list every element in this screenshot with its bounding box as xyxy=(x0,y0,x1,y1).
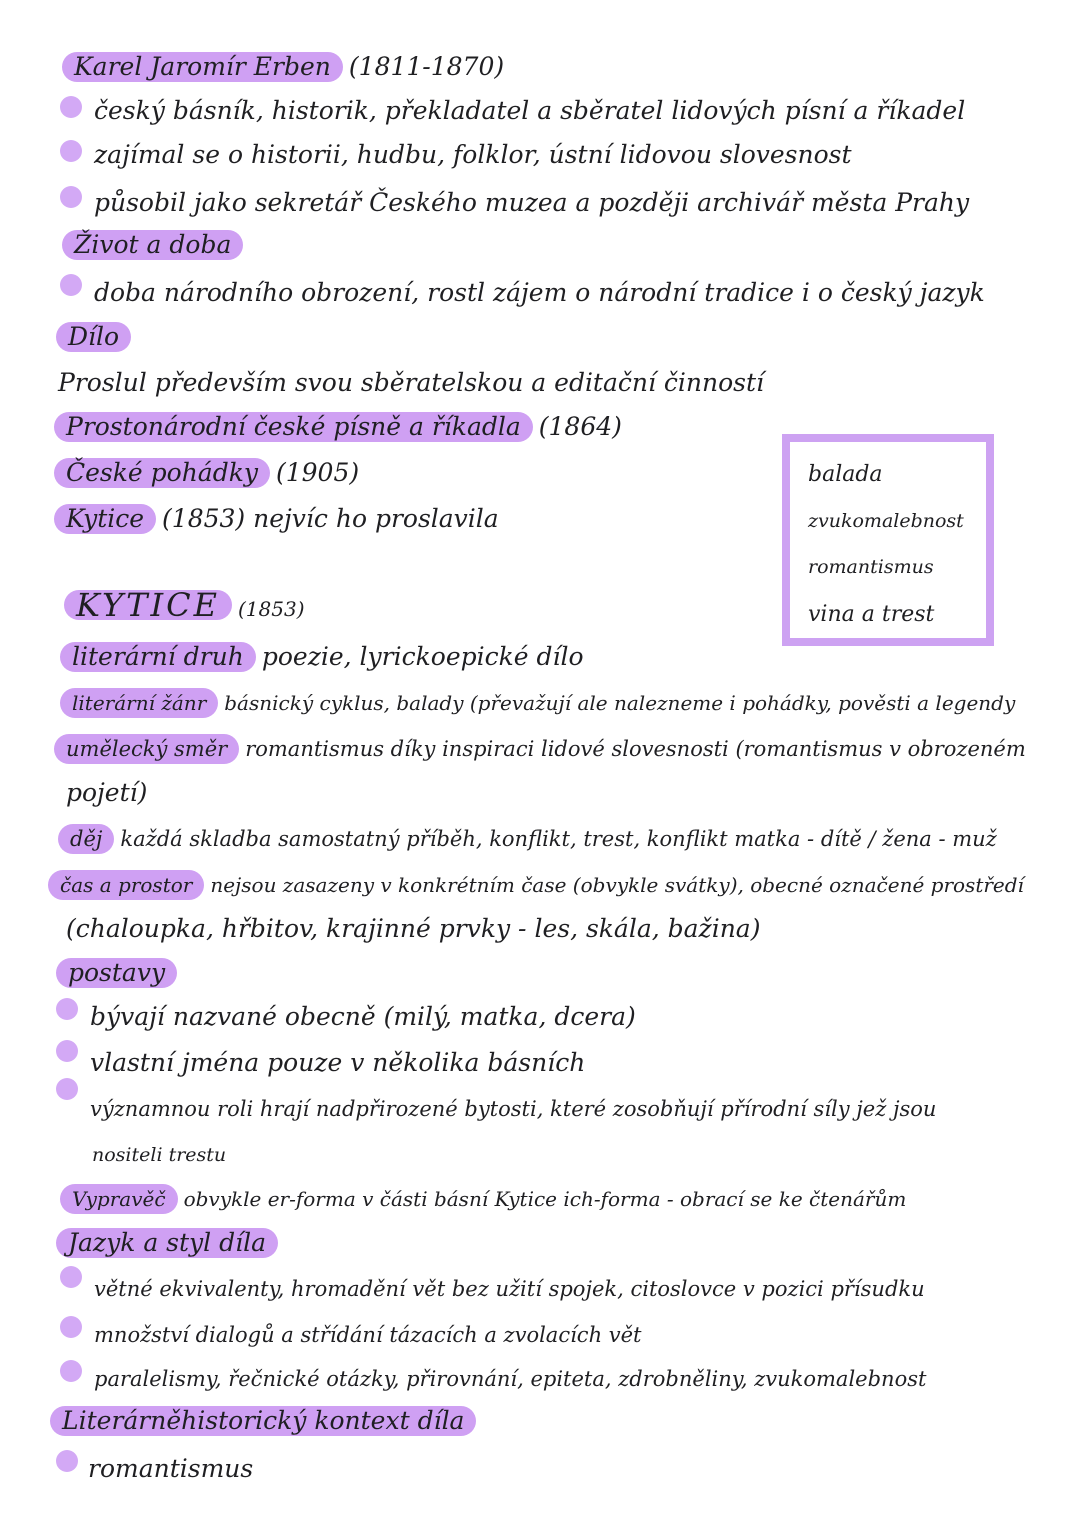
kytice-row xyxy=(60,686,1015,720)
keyword: vina a trest xyxy=(808,602,935,627)
kytice-row xyxy=(48,868,1024,902)
bullet-dot xyxy=(56,1040,78,1062)
characters-heading-row xyxy=(56,956,183,990)
row-label: literární druh xyxy=(60,642,256,672)
row-text: básnický cyklus, balady (převažují ale nalezneme i pohádky, pověsti a legendy xyxy=(224,691,1016,715)
book-row xyxy=(54,502,499,536)
kytice-title: KYTICE xyxy=(64,590,232,620)
author-years: (1811-1870) xyxy=(348,52,505,81)
work-intro: Proslul především svou sběratelskou a editační činností xyxy=(58,368,765,397)
work-heading-row xyxy=(56,320,137,354)
book-info: (1853) nejvíc ho proslavila xyxy=(162,504,499,533)
bio-item: zajímal se o historii, hudbu, folklor, ústní lidovou slovesnost xyxy=(94,140,852,169)
character-continuation: nositeli trestu xyxy=(92,1144,227,1166)
language-heading-row xyxy=(56,1226,284,1260)
kytice-row xyxy=(58,822,997,856)
context-item: romantismus xyxy=(88,1454,254,1483)
book-row xyxy=(54,410,622,444)
context-heading-row xyxy=(50,1404,482,1438)
bullet-dot xyxy=(56,998,78,1020)
bullet-dot xyxy=(60,140,82,162)
work-heading: Dílo xyxy=(56,322,131,352)
kytice-row xyxy=(60,640,584,674)
language-item: větné ekvivalenty, hromadění vět bez užití spojek, citoslovce v pozici přísudku xyxy=(94,1277,925,1301)
kytice-row xyxy=(54,732,1026,766)
characters-heading: postavy xyxy=(56,958,177,988)
bullet-dot xyxy=(60,1316,82,1338)
book-info: (1864) xyxy=(538,412,622,441)
life-heading-row xyxy=(62,228,249,262)
row-label: literární žánr xyxy=(60,688,218,718)
life-heading: Život a doba xyxy=(62,230,243,260)
bullet-dot xyxy=(60,274,82,296)
character-item: bývají nazvané obecně (milý, matka, dcera) xyxy=(90,1002,636,1031)
bullet-dot xyxy=(60,1360,82,1382)
book-title: České pohádky xyxy=(54,458,270,488)
book-title: Kytice xyxy=(54,504,156,534)
keyword: zvukomalebnost xyxy=(808,510,964,532)
character-item: vlastní jména pouze v několika básních xyxy=(90,1048,586,1077)
book-row xyxy=(54,456,359,490)
bullet-dot xyxy=(56,1078,78,1100)
bullet-dot xyxy=(60,186,82,208)
life-item: doba národního obrození, rostl zájem o národní tradice i o český jazyk xyxy=(94,278,985,307)
narrator-row xyxy=(60,1182,906,1216)
author-name: Karel Jaromír Erben xyxy=(62,52,343,82)
bullet-dot xyxy=(60,96,82,118)
row-label: čas a prostor xyxy=(48,870,204,900)
kytice-year: (1853) xyxy=(238,597,305,621)
narrator-text: obvykle er-forma v části básní Kytice ich-forma - obrací se ke čtenářům xyxy=(183,1187,907,1211)
keyword: balada xyxy=(808,462,883,487)
bio-item: působil jako sekretář Českého muzea a později archivář města Prahy xyxy=(94,188,970,217)
row-text: nejsou zasazeny v konkrétním čase (obvykle svátky), obecné označené prostředí xyxy=(210,873,1024,897)
book-title: Prostonárodní české písně a říkadla xyxy=(54,412,533,442)
language-heading: Jazyk a styl díla xyxy=(56,1228,278,1258)
character-item: významnou roli hrají nadpřirozené bytosti, které zosobňují přírodní síly jež jsou xyxy=(90,1097,937,1121)
row-label: děj xyxy=(58,824,114,854)
keyword: romantismus xyxy=(808,556,934,578)
bio-item: český básník, historik, překladatel a sběratel lidových písní a říkadel xyxy=(94,96,966,125)
row-text: každá skladba samostatný příběh, konflikt, trest, konflikt matka - dítě / žena - muž xyxy=(120,827,997,851)
row-text: poezie, lyrickoepické dílo xyxy=(261,642,584,671)
language-item: množství dialogů a střídání tázacích a zvolacích vět xyxy=(94,1323,642,1347)
book-info: (1905) xyxy=(275,458,360,487)
row-label: umělecký směr xyxy=(54,734,239,764)
row-text: romantismus díky inspiraci lidové slovesnosti (romantismus v obrozeném xyxy=(245,737,1026,761)
context-heading: Literárněhistorický kontext díla xyxy=(50,1406,476,1436)
bullet-dot xyxy=(60,1266,82,1288)
author-header xyxy=(62,50,504,84)
kytice-header xyxy=(64,586,305,626)
language-item: paralelismy, řečnické otázky, přirovnání, epiteta, zdrobněliny, zvukomalebnost xyxy=(94,1367,927,1391)
row-continuation: pojetí) xyxy=(66,778,148,807)
keywords-box xyxy=(782,434,994,646)
row-continuation: (chaloupka, hřbitov, krajinné prvky - les, skála, bažina) xyxy=(66,914,761,943)
narrator-label: Vypravěč xyxy=(60,1184,178,1214)
bullet-dot xyxy=(56,1450,78,1472)
